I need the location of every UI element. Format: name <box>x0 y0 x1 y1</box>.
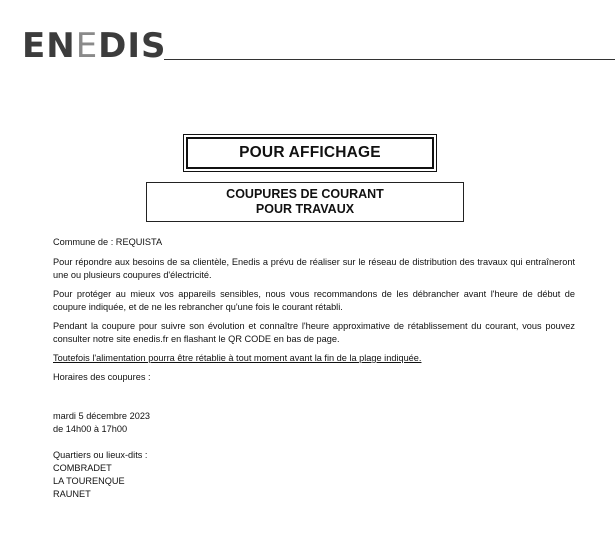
place-item: RAUNET <box>53 489 91 499</box>
commune-line: Commune de : REQUISTA <box>53 237 163 247</box>
restoration-notice: Toutefois l'alimentation pourra être rétablie à tout moment avant la fin de la plage indiquée. <box>53 353 422 363</box>
paragraph-1: Pour répondre aux besoins de sa clientèle, Enedis a prévu de réaliser sur le réseau de distribution des travaux qui entraîneront une ou plusieurs coupures d'électricité. <box>53 257 575 280</box>
horaires-label: Horaires des coupures : <box>53 372 151 382</box>
paragraph-3: Pendant la coupure pour suivre son évolution et connaître l'heure approximative de rétablissement du courant, vous pouvez consulter notre site enedis.fr en flashant le QR CODE en bas de page. <box>53 321 575 344</box>
subject-line-1: COUPURES DE COURANT <box>226 187 384 201</box>
place-item: COMBRADET <box>53 463 112 473</box>
enedis-logo: ENEDIS <box>22 26 167 66</box>
subject-line-2: POUR TRAVAUX <box>255 202 355 216</box>
notice-body <box>53 236 575 501</box>
outage-time-range: de 14h00 à 17h00 <box>53 424 128 434</box>
paragraph-2: Pour protéger au mieux vos appareils sensibles, nous vous recommandons de les débrancher avant l'heure de début de coupure indiquée, et de ne les rebrancher qu'une fois le courant rétabli. <box>53 289 575 312</box>
subject-box <box>146 182 464 222</box>
header-divider <box>164 59 615 60</box>
outage-date: mardi 5 décembre 2023 <box>53 411 151 421</box>
places-label: Quartiers ou lieux-dits : <box>53 450 148 460</box>
place-item: LA TOURENQUE <box>53 476 125 486</box>
pour-affichage-title: POUR AFFICHAGE <box>186 137 434 169</box>
